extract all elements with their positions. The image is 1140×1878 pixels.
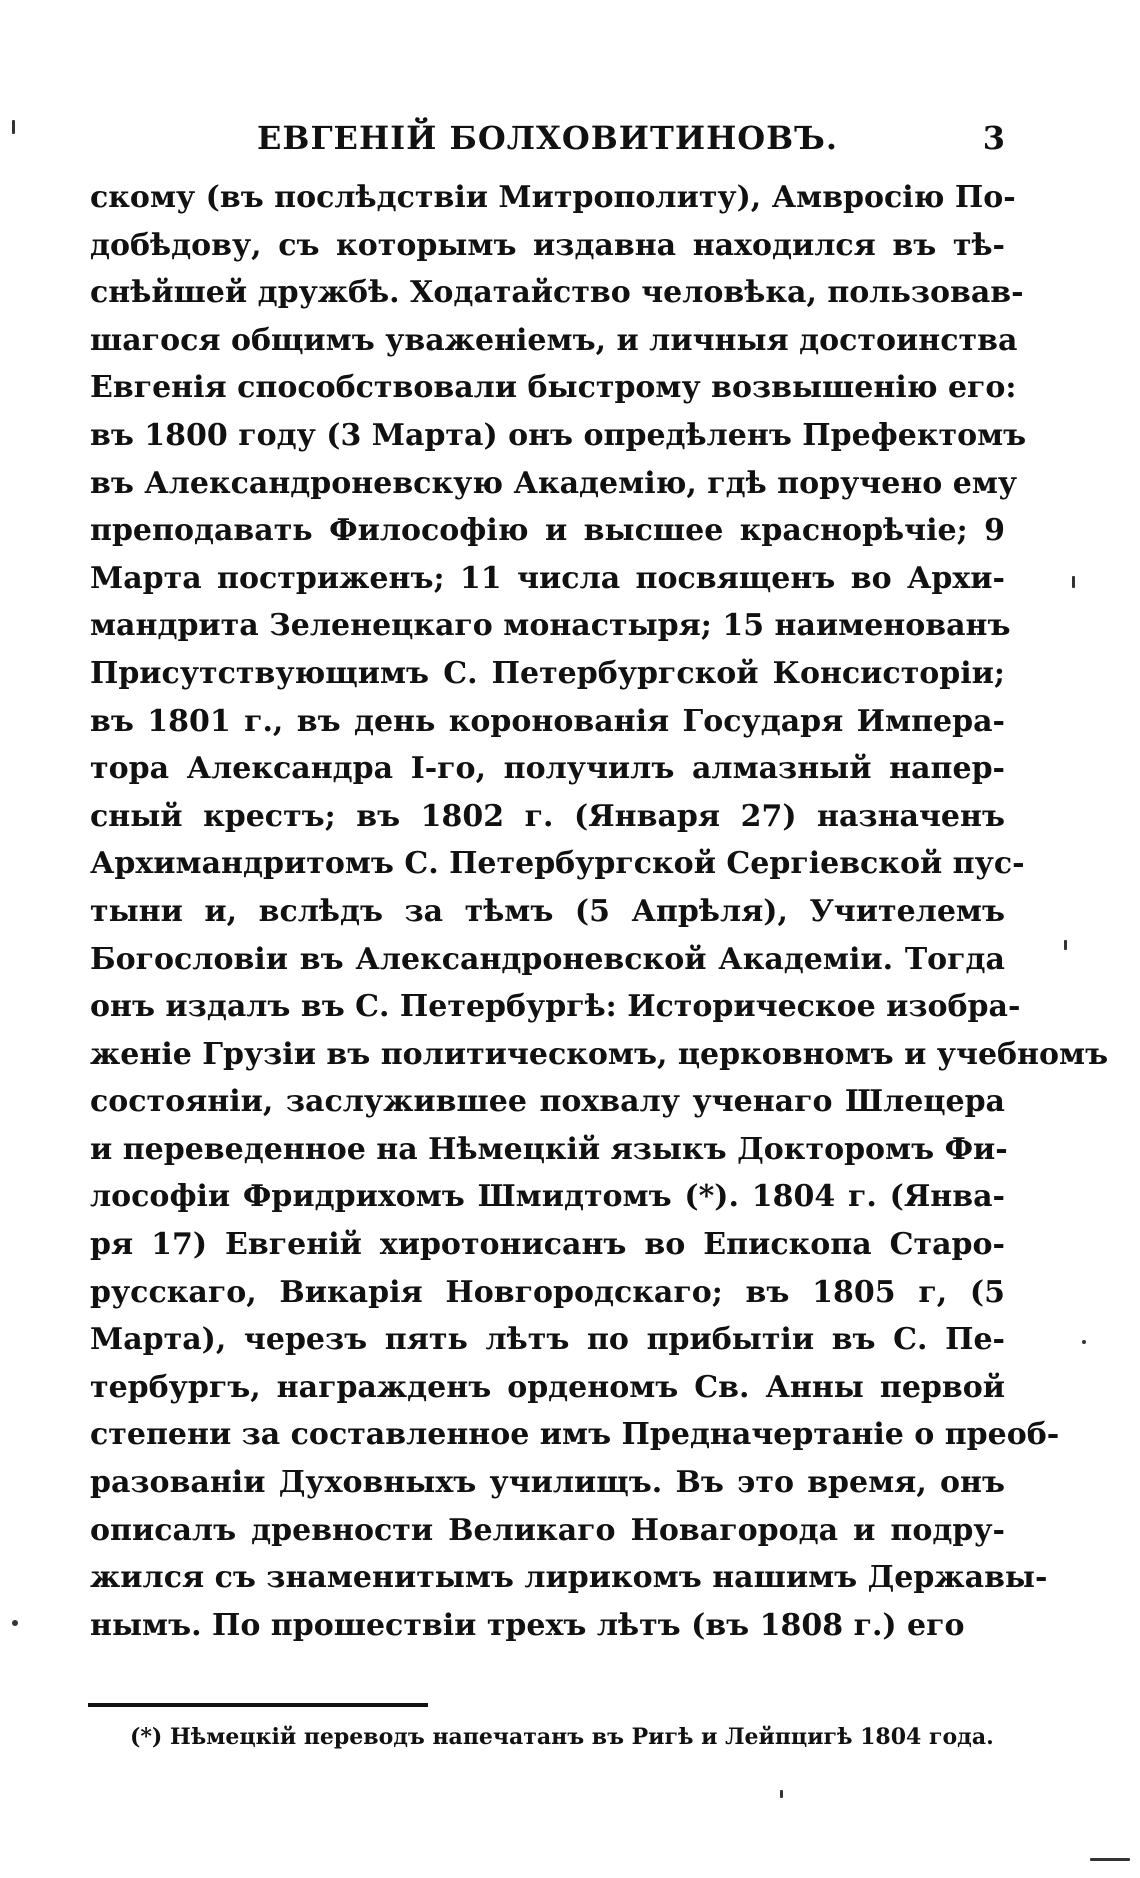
text-line: шагося общимъ уваженіемъ, и личныя достоинства bbox=[90, 322, 1018, 358]
text-line: Присутствующимъ С. Петербургской Консисторіи; bbox=[90, 655, 1005, 691]
text-line: и переведенное на Нѣмецкій языкъ Докторомъ Фи- bbox=[90, 1131, 1008, 1167]
print-speck bbox=[1090, 1858, 1130, 1861]
text-line: онъ издалъ въ С. Петербургѣ: Историческое изобра- bbox=[90, 989, 1021, 1025]
text-line: состояніи, заслужившее похвалу ученаго Шлецера bbox=[90, 1084, 1005, 1120]
text-line: Архимандритомъ С. Петербургской Сергіевской пус- bbox=[90, 846, 1025, 882]
text-line: женіе Грузіи въ политическомъ, церковномъ и учебномъ bbox=[90, 1036, 1109, 1072]
print-speck bbox=[12, 120, 15, 134]
text-line: скому (въ послѣдствіи Митрополиту), Амвросію По- bbox=[90, 180, 1016, 215]
text-line: русскаго, Викарія Новгородскаго; въ 1805 г, (5 bbox=[90, 1274, 1005, 1310]
text-line: Марта постриженъ; 11 числа посвященъ во Архи- bbox=[90, 560, 1005, 596]
text-line: ря 17) Евгеній хиротонисанъ во Епископа Старо- bbox=[90, 1227, 1005, 1263]
print-speck bbox=[1082, 1340, 1086, 1344]
text-line: мандрита Зеленецкаго монастыря; 15 наименованъ bbox=[90, 608, 1011, 644]
footnote: (*) Нѣмецкій переводъ напечатанъ въ Ригѣ и Лейпцигѣ 1804 года. bbox=[130, 1724, 994, 1750]
text-line: Марта), черезъ пять лѣтъ по прибытіи въ С. Пе- bbox=[90, 1322, 1005, 1358]
text-line: разованіи Духовныхъ училищъ. Въ это время, онъ bbox=[90, 1465, 1005, 1501]
running-head bbox=[90, 118, 1005, 158]
body-text bbox=[90, 174, 1109, 1649]
print-speck bbox=[12, 1620, 18, 1626]
text-line: тора Александра I-го, получилъ алмазный напер- bbox=[90, 751, 1005, 787]
print-speck bbox=[780, 1790, 783, 1798]
running-title: ЕВГЕНІЙ БОЛХОВИТИНОВЪ. bbox=[257, 119, 838, 157]
text-line: Евгенія способствовали быстрому возвышенію его: bbox=[90, 370, 1017, 406]
text-line: сный крестъ; въ 1802 г. (Января 27) назначенъ bbox=[90, 798, 1005, 834]
text-line: степени за составленное имъ Предначертаніе о преоб- bbox=[90, 1417, 1060, 1453]
text-line: лософіи Фридрихомъ Шмидтомъ (*). 1804 г. (Янва- bbox=[90, 1179, 1005, 1215]
text-line: въ 1801 г., въ день коронованія Государя Импера- bbox=[90, 703, 1005, 739]
text-line: нымъ. По прошествіи трехъ лѣтъ (въ 1808 г.) его bbox=[90, 1607, 965, 1643]
footnote-rule bbox=[88, 1703, 428, 1707]
text-line: тербургъ, награжденъ орденомъ Св. Анны первой bbox=[90, 1369, 1005, 1405]
print-speck bbox=[1072, 576, 1075, 588]
text-line: снѣйшей дружбѣ. Ходатайство человѣка, пользовав- bbox=[90, 275, 1024, 311]
page-number: 3 bbox=[982, 119, 1005, 157]
text-line: Богословіи въ Александроневской Академіи. Тогда bbox=[90, 941, 1005, 977]
text-line: въ Александроневскую Академію, гдѣ поручено ему bbox=[90, 465, 1018, 501]
text-line: преподавать Философію и высшее краснорѣчіе; 9 bbox=[90, 513, 1005, 549]
text-line: жился съ знаменитымъ лирикомъ нашимъ Державы- bbox=[90, 1560, 1048, 1596]
text-line: описалъ древности Великаго Новагорода и подру- bbox=[90, 1512, 1005, 1548]
print-speck bbox=[1064, 940, 1067, 950]
text-line: въ 1800 году (3 Марта) онъ опредѣленъ Префектомъ bbox=[90, 417, 1027, 453]
text-line: добѣдову, съ которымъ издавна находился въ тѣ- bbox=[90, 227, 1005, 263]
text-line: тыни и, вслѣдъ за тѣмъ (5 Апрѣля), Учителемъ bbox=[90, 893, 1005, 929]
